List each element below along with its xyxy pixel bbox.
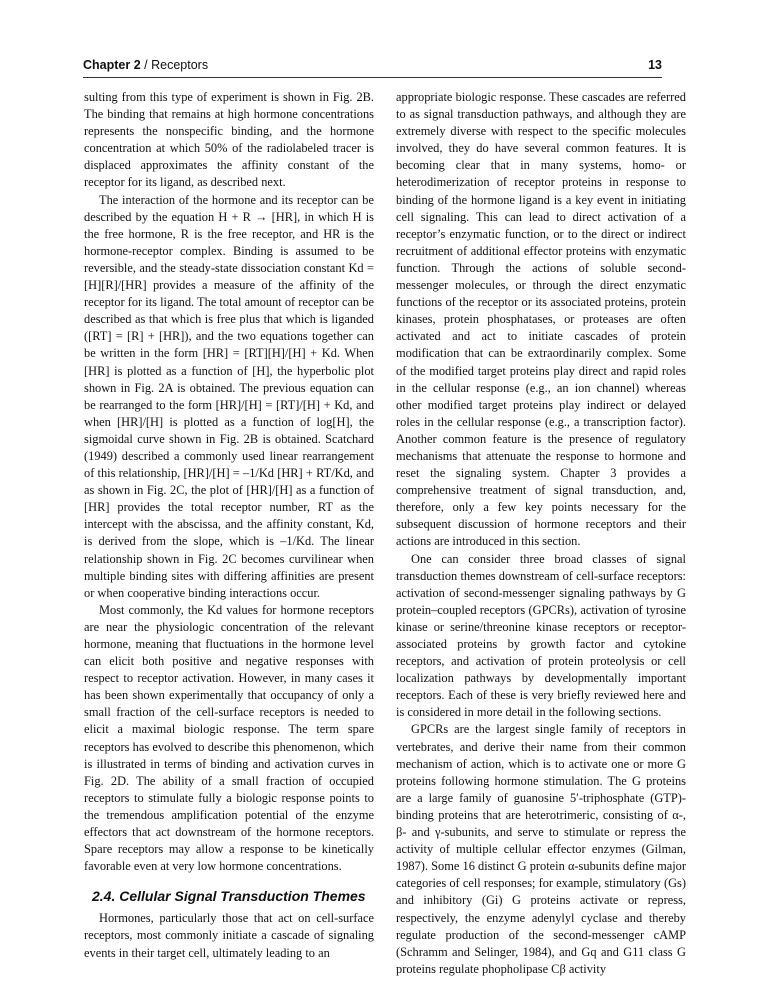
chapter-number: Chapter 2 — [83, 58, 141, 72]
page-number: 13 — [648, 58, 662, 72]
left-paragraph-1: sulting from this type of experiment is shown in Fig. 2B. The binding that remains at high hormone concentrations represents the nonspecific binding, and the hormone concentration at which 50% of the radiolabeled tracer is displaced approximates the affinity constant of the receptor for its ligand, as described next. — [84, 90, 374, 190]
header-rule — [83, 77, 662, 78]
header-separator: / — [144, 58, 148, 72]
right-paragraph-2: One can consider three broad classes of signal transduction themes downstream of cell-surface receptors: activation of second-messenger signaling pathways by G protein–coupled receptors (GPCRs), activation of tyrosine kinase or serine/threonine kinase receptors or receptor-associated proteins by growth factor and cytokine receptors, and activation of protein proteolysis or cell localization pathways by developmentally important receptors. Each of these is very briefly reviewed here and is considered in more detail in the following sections. — [396, 551, 686, 720]
right-paragraph-3: GPCRs are the largest single family of receptors in vertebrates, and derive their name from their common mechanism of action, which is to activate one or more G proteins following hormone stimulation. The G proteins are a large family of guanosine 5′-triphosphate (GTP)-binding proteins that are heterotrimeric, consisting of α-, β- and γ-subunits, and serve to stimulate or repress the activity of multiple cellular effector enzymes (Gilman, 1987). Some 16 distinct G protein α-subunits define major categories of cell responses; for example, stimulatory (Gs) and inhibitory (Gi) G proteins activate or repress, respectively, the enzyme adenylyl cyclase and thereby regulate production of the second-messenger cAMP (Schramm and Selinger, 1984), and Gq and G11 class G proteins regulate phopholipase Cβ activity — [396, 722, 686, 976]
chapter-title: Receptors — [151, 58, 209, 72]
chapter-label — [83, 58, 208, 72]
left-paragraph-2: The interaction of the hormone and its receptor can be described by the equation H + R → [HR], in which H is the free hormone, R is the free receptor, and HR is the hormone-receptor complex. Binding is assumed to be reversible, and the steady-state dissociation constant Kd = [H][R]/[HR] provides a measure of the affinity of the receptor for its ligand. The total amount of receptor can be described as that which is free plus that which is liganded ([RT] = [R] + [HR]), and the two equations together can be written in the form [HR] = [RT][H]/[H] + Kd. When [HR] is plotted as a function of [H], the hyperbolic plot shown in Fig. 2A is obtained. The previous equation can be rearranged to the form [HR]/[H] = [RT]/[H] + Kd, and when [HR]/[H] is plotted as a function of log[H], the sigmoidal curve shown in Fig. 2B is obtained. Scatchard (1949) described a commonly used linear rearrangement of this relationship, [HR]/[H] = –1/Kd [HR] + RT/Kd, and as shown in Fig. 2C, the plot of [HR]/[H] as a function of [HR] provides the total receptor number, RT as the intercept with the abscissa, and the affinity constant, Kd, is derived from the slope, which is –1/Kd. The linear relationship shown in Fig. 2C becomes curvilinear when multiple binding sites with differing affinities are present or when cooperative binding interactions occur. — [84, 192, 374, 600]
left-paragraph-3: Most commonly, the Kd values for hormone receptors are near the physiologic concentration of the relevant hormone, meaning that fluctuations in the hormone level can elicit both positive and negative responses with respect to receptor activation. However, in many cases it has been shown experimentally that occupancy of only a small fraction of the cell-surface receptors is needed to elicit a maximal biologic response. The term spare receptors has evolved to describe this phenomenon, which is illustrated in terms of binding and activation curves in Fig. 2D. The ability of a small fraction of occupied receptors to stimulate fully a biologic response points to the tremendous amplification potential of the enzyme effectors that act downstream of the hormone receptors. Spare receptors may allow a response to be kinetically favorable even at very low hormone concentrations. — [84, 602, 374, 874]
right-paragraph-1: appropriate biologic response. These cascades are referred to as signal transduction pathways, and although they are extremely diverse with respect to the specific molecules involved, they do have several common features. It is becoming clear that in many systems, homo- or heterodimerization of receptor proteins in response to binding of the hormone ligand is a key event in initiating cell signaling. This can lead to direct activation of a receptor’s enzymatic function, or to the direct or indirect recruitment of additional effector proteins with enzymatic function. Through the actions of soluble second-messenger molecules, or through the direct enzymatic functions of the receptor or its associated proteins, protein kinases, protein phosphatases, or proteases are often activated and act to initiate cascades of protein modification that can be extraordinarily complex. Some of the modified target proteins play direct and rapid roles in the cellular response (e.g., an ion channel) whereas other modified target proteins play indirect or delayed roles in the cellular response (e.g., a transcription factor). Another common feature is the presence of regulatory mechanisms that attenuate the response to hormone and reset the signaling system. Chapter 3 provides a comprehensive treatment of signal transduction, and, therefore, only a few key points necessary for the subsequent discussion of hormone receptors and their actions are introduced in this section. — [396, 90, 686, 549]
left-column — [84, 89, 374, 962]
section-heading: 2.4. Cellular Signal Transduction Themes — [92, 888, 366, 905]
running-header — [83, 58, 662, 78]
left-paragraph-4: Hormones, particularly those that act on cell-surface receptors, most commonly initiate a cascade of signaling events in their target cell, ultimately leading to an — [84, 911, 374, 960]
right-column — [396, 89, 686, 978]
